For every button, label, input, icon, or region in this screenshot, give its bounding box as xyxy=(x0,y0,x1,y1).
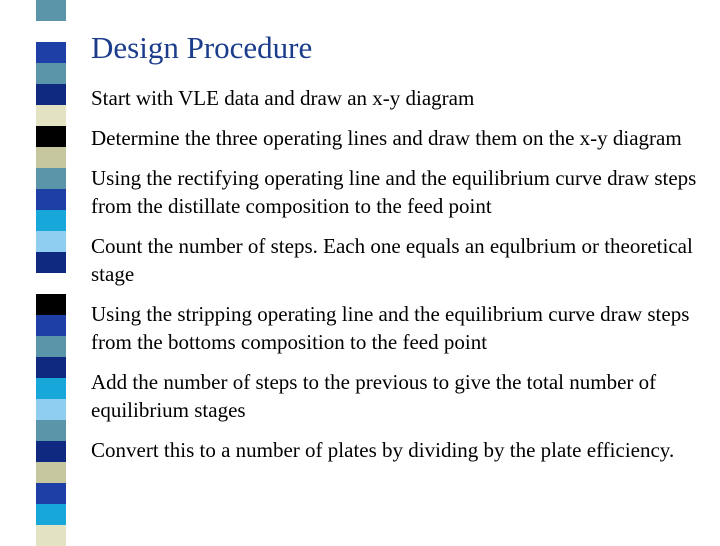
stripe-block xyxy=(36,294,66,315)
stripe-block xyxy=(36,231,66,252)
stripe-block xyxy=(36,84,66,105)
bullet-item: Start with VLE data and draw an x-y diagram xyxy=(91,86,475,110)
stripe-block xyxy=(36,399,66,420)
stripe-block xyxy=(36,105,66,126)
bullet-item: Convert this to a number of plates by dividing by the plate efficiency. xyxy=(91,438,675,462)
bullet-item: Using the stripping operating line and the equilibrium curve draw steps from the bottoms composition to the feed point xyxy=(91,302,690,354)
bullet-item: Using the rectifying operating line and the equilibrium curve draw steps from the distillate composition to the feed point xyxy=(91,166,697,218)
stripe-block xyxy=(36,462,66,483)
stripe-block xyxy=(36,315,66,336)
stripe-block xyxy=(36,420,66,441)
bullet-list xyxy=(91,84,711,476)
stripe-block xyxy=(36,483,66,504)
stripe-block xyxy=(36,525,66,546)
stripe-block xyxy=(36,0,66,21)
stripe-block xyxy=(36,336,66,357)
stripe-block xyxy=(36,357,66,378)
stripe-block xyxy=(36,210,66,231)
stripe-block xyxy=(36,147,66,168)
decorative-color-stripe xyxy=(36,0,66,540)
bullet-item: Add the number of steps to the previous to give the total number of equilibrium stages xyxy=(91,370,657,422)
bullet-item: Count the number of steps. Each one equals an equlbrium or theoretical stage xyxy=(91,234,693,286)
stripe-block xyxy=(36,189,66,210)
bullet-item: Determine the three operating lines and draw them on the x-y diagram xyxy=(91,126,682,150)
stripe-block xyxy=(36,63,66,84)
stripe-block xyxy=(36,168,66,189)
stripe-block xyxy=(36,126,66,147)
stripe-block xyxy=(36,252,66,273)
stripe-block xyxy=(36,273,66,294)
stripe-block xyxy=(36,21,66,42)
stripe-block xyxy=(36,441,66,462)
stripe-block xyxy=(36,42,66,63)
stripe-block xyxy=(36,504,66,525)
stripe-block xyxy=(36,378,66,399)
slide-title: Design Procedure xyxy=(91,30,313,65)
